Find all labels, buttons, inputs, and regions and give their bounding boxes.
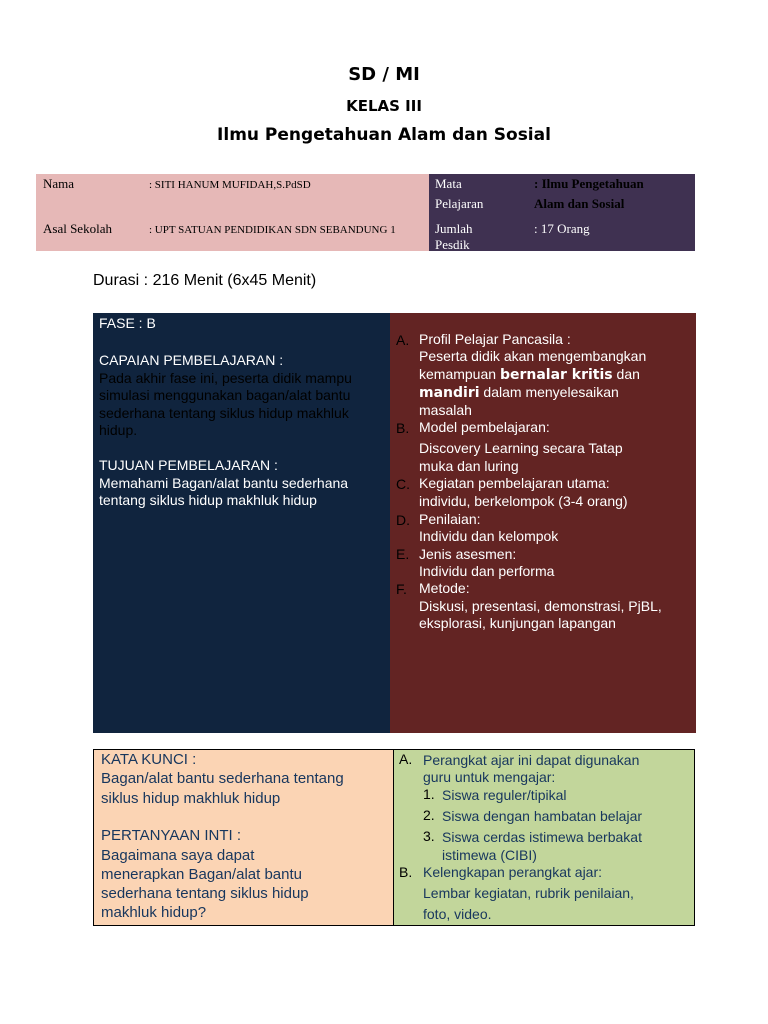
capaian-line: hidup. (99, 422, 138, 438)
kata-kunci-line: Bagan/alat bantu sederhana tentang (101, 770, 344, 787)
sekolah-label: Asal Sekolah (43, 221, 112, 236)
list-number: 3. (423, 828, 435, 844)
list-letter-b: B. (399, 864, 413, 880)
perangkat-line: Perangkat ajar ini dapat digunakan (423, 752, 640, 768)
durasi-text: Durasi : 216 Menit (6x45 Menit) (93, 272, 317, 289)
subject-title: Ilmu Pengetahuan Alam dan Sosial (217, 125, 551, 145)
class-title: KELAS III (346, 97, 422, 115)
asesmen-title: Jenis asesmen: (419, 546, 517, 562)
profil-line (419, 366, 640, 385)
jumlah-value: : 17 Orang (534, 221, 590, 236)
pertanyaan-line: sederhana tentang siklus hidup (101, 885, 309, 902)
kata-kunci-line: siklus hidup makhluk hidup (101, 790, 281, 807)
mapel-label-1: Mata (435, 176, 462, 191)
pertanyaan-line: menerapkan Bagan/alat bantu (101, 866, 302, 883)
tujuan-line: tentang siklus hidup makhluk hidup (99, 492, 317, 508)
model-line: muka dan luring (419, 458, 519, 474)
level-title: SD / MI (348, 64, 420, 85)
kelengkapan-line: foto, video. (423, 906, 492, 922)
pertanyaan-line: makhluk hidup? (101, 904, 207, 921)
penilaian-title: Penilaian: (419, 511, 481, 527)
list-letter-a: A. (399, 751, 413, 767)
nama-value: : SITI HANUM MUFIDAH,S.PdSD (149, 179, 311, 191)
capaian-line: simulasi menggunakan bagan/alat bantu (99, 387, 351, 403)
pertanyaan-line: Bagaimana saya dapat (101, 847, 255, 864)
list-number: 2. (423, 807, 435, 823)
profil-text: kemampuan (419, 366, 500, 382)
model-title: Model pembelajaran: (419, 419, 550, 435)
jumlah-label-2: Pesdik (435, 237, 470, 252)
list-letter-c: C. (396, 476, 410, 492)
list-letter-a: A. (396, 332, 410, 348)
sekolah-value: : UPT SATUAN PENDIDIKAN SDN SEBANDUNG 1 (149, 224, 396, 236)
perangkat-item: Siswa dengan hambatan belajar (442, 808, 643, 824)
jumlah-label-1: Jumlah (435, 221, 473, 236)
metode-line: eksplorasi, kunjungan lapangan (419, 615, 616, 631)
list-letter-b: B. (396, 420, 410, 436)
list-letter-e: E. (396, 546, 410, 562)
capaian-title: CAPAIAN PEMBELAJARAN : (99, 352, 284, 368)
perangkat-item: Siswa cerdas istimewa berbakat (442, 829, 642, 845)
nama-label: Nama (43, 176, 75, 191)
profil-text: dan (612, 366, 640, 382)
perangkat-item: Siswa reguler/tipikal (442, 787, 567, 803)
fase-label: FASE : B (99, 315, 156, 331)
metode-line: Diskusi, presentasi, demonstrasi, PjBL, (419, 598, 662, 614)
metode-title: Metode: (419, 580, 470, 596)
capaian-line: Pada akhir fase ini, peserta didik mampu (99, 370, 352, 386)
list-letter-d: D. (396, 512, 410, 528)
profil-line: Peserta didik akan mengembangkan (419, 348, 647, 364)
perangkat-line: guru untuk mengajar: (423, 769, 556, 785)
list-letter-f: F. (396, 581, 407, 597)
profil-bold-text: bernalar kritis (499, 367, 613, 383)
asesmen-line: Individu dan performa (419, 563, 555, 579)
list-number: 1. (423, 786, 435, 802)
profil-line (419, 384, 619, 403)
mapel-label-2: Pelajaran (435, 196, 484, 211)
penilaian-line: Individu dan kelompok (419, 528, 559, 544)
mapel-value-1: : Ilmu Pengetahuan (534, 176, 644, 191)
tujuan-title: TUJUAN PEMBELAJARAN : (99, 457, 278, 473)
kegiatan-title: Kegiatan pembelajaran utama: (419, 475, 610, 491)
tujuan-line: Memahami Bagan/alat bantu sederhana (99, 475, 349, 491)
model-line: Discovery Learning secara Tatap (419, 440, 623, 456)
mapel-value-2: Alam dan Sosial (534, 196, 625, 211)
kelengkapan-title: Kelengkapan perangkat ajar: (423, 864, 603, 880)
profil-line: masalah (419, 402, 472, 418)
profil-title: Profil Pelajar Pancasila : (419, 331, 571, 347)
profil-bold-text: mandiri (419, 385, 480, 401)
kegiatan-line: individu, berkelompok (3-4 orang) (419, 493, 628, 509)
kelengkapan-line: Lembar kegiatan, rubrik penilaian, (423, 885, 634, 901)
capaian-line: sederhana tentang siklus hidup makhluk (99, 405, 349, 421)
kata-kunci-title: KATA KUNCI : (101, 751, 197, 768)
pertanyaan-title: PERTANYAAN INTI : (101, 827, 242, 844)
profil-text: dalam menyelesaikan (479, 384, 619, 400)
perangkat-item-cont: istimewa (CIBI) (442, 847, 537, 863)
